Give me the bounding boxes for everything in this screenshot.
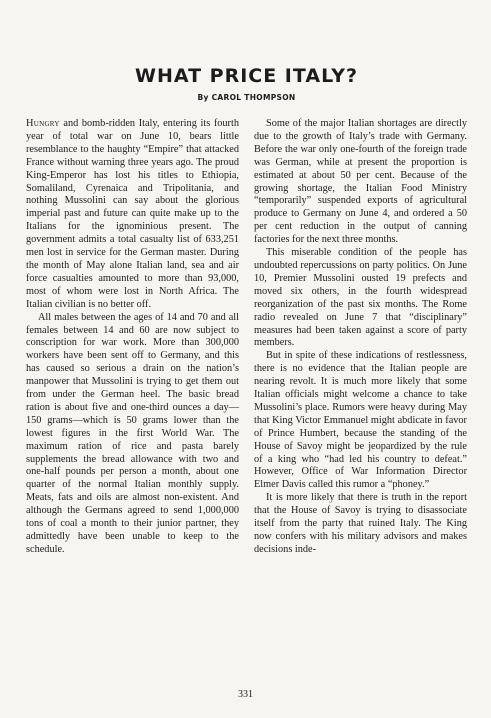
article-body bbox=[26, 118, 467, 557]
paragraph: This miserable condition of the people has undoubted repercussions on party politics. On June 10, Premier Mussolini ousted 19 prefects and moved six others, in the fourth widespread reorganization of the past six months. The Rome radio revealed on June 7 that “disciplinary” measures had been taken against a score of party members. bbox=[254, 247, 467, 349]
paragraph bbox=[26, 118, 239, 312]
paragraph: Some of the major Italian shortages are directly due to the growth of Italy’s trade with Germany. Before the war only one-fourth of the foreign trade was German, while at present the proportion is estimated at about 50 per cent. Because of the growing shortage, the Italian Food Ministry “temporarily” suspended exports of agricultural produce to Germany on June 4, and ordered a 50 per cent reduction in the output of canning factories for the next three months. bbox=[254, 118, 467, 246]
paragraph-text: and bomb-ridden Italy, entering its fourth year of total war on June 10, bears little resemblance to the haughty “Empire” that attacked France without warning three years ago. The proud King-Emperor has lost his titles to Ethiopia, Somaliland, Cyrenaica and Tripolitania, and nothing Mussolini can say about the glorious imperial past and future can quite make up to the Italians for the ignominious present. The government admits a total casualty list of 633,251 men lost in service for the German master. During the month of May alone Italian land, sea and air force casualties amounted to more than 93,000, most of whom were lost in North Africa. The Italian civilian is no better off. bbox=[26, 118, 239, 310]
column-left bbox=[26, 118, 239, 557]
page-number: 331 bbox=[238, 689, 253, 700]
column-right bbox=[254, 118, 467, 557]
article-title: WHAT PRICE ITALY? bbox=[134, 65, 358, 87]
paragraph: It is more likely that there is truth in the report that the House of Savoy is trying to disassociate itself from the party that ruined Italy. The King now confers with his military advisors and makes decisions inde- bbox=[254, 492, 467, 555]
paragraph: All males between the ages of 14 and 70 and all females between 14 and 60 are now subject to conscription for war work. More than 300,000 workers have been sent off to Germany, and this has caused so serious a drain on the nation’s manpower that Mussolini is trying to get them out from under the German heel. The basic bread ration is about five and one-third ounces a day—150 grams—which is 50 grams lower than the lowest figures in the first World War. The maximum ration of rice and pasta barely supplements the bread allowance with two and one-half pounds per person a month, about one quarter of the normal Italian monthly supply. Meats, fats and oils are almost non-existent. And although the Germans agreed to send 1,000,000 tons of coal a month to their junior partner, they admittedly have been unable to keep to the schedule. bbox=[26, 311, 239, 555]
article-byline: By CAROL THOMPSON bbox=[197, 93, 296, 102]
paragraph: But in spite of these indications of restlessness, there is no evidence that the Italian people are nearing revolt. It is much more likely that some Italian officials might welcome a chance to take Mussolini’s place. Rumors were heavy during May that King Victor Emmanuel might abdicate in favor of Prince Humbert, because the standing of the House of Savoy might be jeopardized by the rule of a king who “had led his country to defeat.” However, Office of War Information Director Elmer Davis called this rumor a “phoney.” bbox=[254, 350, 467, 491]
lead-word: Hungry bbox=[26, 118, 60, 129]
